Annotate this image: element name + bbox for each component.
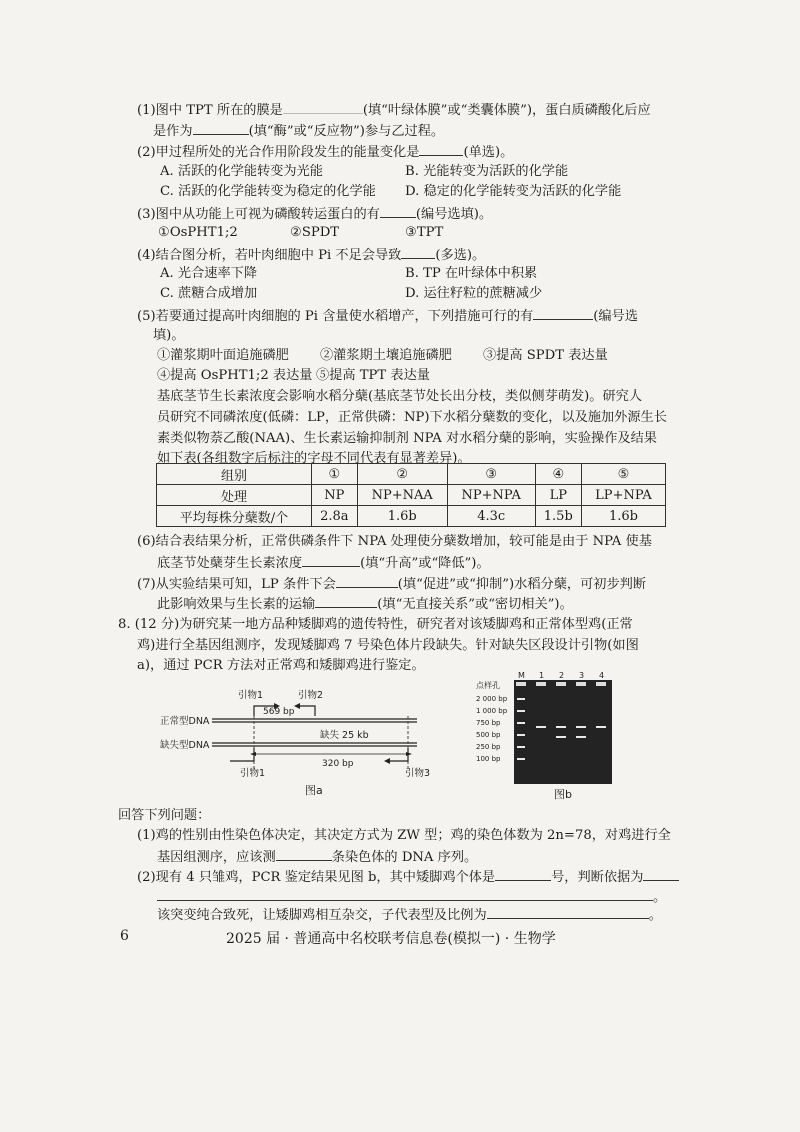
q7-3-opt3: ③TPT bbox=[405, 225, 444, 240]
primer2-arrow bbox=[300, 706, 315, 716]
gel-well bbox=[536, 682, 546, 686]
q7-4-stem: (4)结合图分析，若叶肉细胞中 Pi 不足会导致 (多选)。 bbox=[137, 244, 485, 266]
q8-1-line1: (1)鸡的性别由性染色体决定，其决定方式为 ZW 型；鸡的染色体数为 2n=78，对鸡进行全 bbox=[137, 828, 671, 843]
table-header-treatment: 处理 bbox=[157, 485, 312, 506]
primer1-bottom-arrow bbox=[230, 748, 254, 761]
q7-5-opt1: ①灌浆期叶面追施磷肥 bbox=[157, 348, 289, 363]
answer-blank[interactable] bbox=[302, 552, 360, 567]
q7-intro-line4: 如下表(各组数字后标注的字母不同代表有显著差异)。 bbox=[157, 451, 471, 466]
primer1-label: 引物1 bbox=[238, 690, 264, 701]
primer2-arrowhead bbox=[294, 703, 300, 709]
q8-1-line2: 基因组测序，应该测 条染色体的 DNA 序列。 bbox=[157, 846, 477, 868]
table-cell: 1.6b bbox=[357, 506, 447, 527]
bp569-label: 569 bp bbox=[263, 707, 295, 717]
q7-2-option-c: C. 活跃的化学能转变为稳定的化学能 bbox=[160, 184, 376, 199]
sample-band bbox=[576, 726, 586, 728]
q8-intro-line2: 鸡)进行全基因组测序，发现矮脚鸡 7 号染色体片段缺失。针对缺失区段设计引物(如图 bbox=[137, 638, 639, 653]
table-cell: ④ bbox=[535, 464, 581, 485]
answer-blank[interactable] bbox=[401, 244, 435, 259]
q7-5-opt5: ⑤提高 TPT 表达量 bbox=[316, 368, 430, 383]
footer-title: 2025 届 · 普通高中名校联考信息卷(模拟一) · 生物学 bbox=[226, 931, 556, 947]
gel-well bbox=[596, 682, 606, 686]
marker-label: 100 bp bbox=[476, 755, 501, 763]
table-header-group: 组别 bbox=[157, 464, 312, 485]
deletion-label: 缺失 25 kb bbox=[320, 730, 369, 741]
q7-2-option-a: A. 活跃的化学能转变为光能 bbox=[160, 164, 323, 179]
table-cell: NP bbox=[312, 485, 358, 506]
q8-intro-line1: 8. (12 分)为研究某一地方品种矮脚鸡的遗传特性，研究者对该矮脚鸡和正常体型鸡(正常 bbox=[118, 617, 633, 632]
sample-band bbox=[536, 726, 546, 728]
table-row bbox=[157, 485, 666, 506]
table-row bbox=[157, 464, 666, 485]
table-cell: ⑤ bbox=[581, 464, 665, 485]
q8-intro-line3: a)，通过 PCR 方法对正常鸡和矮脚鸡进行鉴定。 bbox=[137, 658, 425, 673]
marker-band bbox=[517, 758, 525, 760]
well-label: 点样孔 bbox=[476, 681, 500, 690]
primer1-bottom-label: 引物1 bbox=[240, 768, 266, 779]
gel-well bbox=[516, 682, 526, 686]
answer-blank[interactable] bbox=[157, 886, 653, 901]
q7-5-stem-cont: 填)。 bbox=[153, 328, 185, 343]
marker-label: 500 bp bbox=[476, 731, 501, 739]
q7-2-option-d: D. 稳定的化学能转变为活跃的化学能 bbox=[405, 184, 622, 199]
gel-well bbox=[576, 682, 586, 686]
answer-blank[interactable] bbox=[276, 846, 332, 861]
primer3-arrowhead bbox=[384, 758, 390, 764]
q7-intro-line3: 素类似物萘乙酸(NAA)、生长素运输抑制剂 NPA 对水稻分蘖的影响，实验操作及结果 bbox=[157, 431, 657, 446]
marker-label: 2 000 bp bbox=[476, 695, 508, 703]
bp320-arrow-left bbox=[250, 752, 256, 756]
marker-band bbox=[517, 710, 525, 712]
q7-4-option-d: D. 运往籽粒的蔗糖减少 bbox=[405, 286, 543, 301]
q7-6-line1: (6)结合表结果分析，正常供磷条件下 NPA 处理使分蘖数增加，较可能是由于 NPA 使基 bbox=[137, 534, 652, 549]
figure-b-caption: 图b bbox=[554, 788, 572, 801]
q8-2-line3: 该突变纯合致死，让矮脚鸡相互杂交，子代表型及比例为 。 bbox=[157, 904, 662, 926]
q7-intro-line1: 基底茎节生长素浓度会影响水稻分蘖(基底茎节处长出分枝，类似侧芽萌发)。研究人 bbox=[157, 389, 643, 404]
lane-label-m: M bbox=[518, 671, 525, 680]
answer-blank[interactable] bbox=[487, 904, 649, 919]
table-cell: 1.6b bbox=[581, 506, 665, 527]
answer-blank[interactable] bbox=[533, 305, 593, 320]
lane-label-4: 4 bbox=[599, 671, 605, 680]
q7-4-option-c: C. 蔗糖合成增加 bbox=[160, 286, 258, 301]
answer-blank[interactable] bbox=[380, 203, 416, 218]
marker-band bbox=[517, 722, 525, 724]
table-cell: LP+NPA bbox=[581, 485, 665, 506]
figure-b-gel bbox=[476, 668, 636, 803]
table-cell: ② bbox=[357, 464, 447, 485]
q7-2-option-b: B. 光能转变为活跃的化学能 bbox=[405, 164, 569, 179]
q7-5-opt2: ②灌浆期土壤追施磷肥 bbox=[320, 348, 452, 363]
marker-band bbox=[517, 698, 525, 700]
table-cell: 1.5b bbox=[535, 506, 581, 527]
gel-body bbox=[514, 680, 612, 784]
q7-6-line2: 底茎节处蘖芽生长素浓度 (填“升高”或“降低”)。 bbox=[157, 552, 490, 574]
normal-dna-label: 正常型DNA bbox=[160, 716, 210, 727]
primer3-label: 引物3 bbox=[405, 768, 431, 779]
sample-band bbox=[596, 726, 606, 728]
q7-3-opt2: ②SPDT bbox=[290, 225, 340, 240]
marker-label: 250 bp bbox=[476, 743, 501, 751]
answer-blank[interactable] bbox=[495, 866, 551, 881]
q7-1-line2: 是作为 (填“酶”或“反应物”)参与乙过程。 bbox=[153, 120, 444, 142]
answer-blank[interactable] bbox=[643, 866, 679, 881]
q7-3-opt1: ①OsPHT1;2 bbox=[158, 225, 238, 240]
answer-blank[interactable] bbox=[315, 593, 377, 608]
q8-2-line2: 。 bbox=[157, 886, 666, 908]
answer-heading: 回答下列问题： bbox=[118, 808, 211, 823]
deleted-dna-label: 缺失型DNA bbox=[160, 740, 210, 751]
q7-4-option-b: B. TP 在叶绿体中积累 bbox=[405, 266, 538, 281]
q8-2-line1: (2)现有 4 只雏鸡，PCR 鉴定结果见图 b，其中矮脚鸡个体是 号，判断依据为 bbox=[137, 866, 679, 888]
answer-blank[interactable] bbox=[419, 141, 463, 156]
table-cell: NP+NPA bbox=[447, 485, 535, 506]
table-cell: NP+NAA bbox=[357, 485, 447, 506]
answer-blank[interactable] bbox=[336, 573, 398, 588]
gel-well bbox=[556, 682, 566, 686]
q7-intro-line2: 员研究不同磷浓度(低磷：LP，正常供磷：NP)下水稻分蘖数的变化，以及施加外源生长 bbox=[157, 410, 667, 425]
q7-2-stem: (2)甲过程所处的光合作用阶段发生的能量变化是 (单选)。 bbox=[137, 141, 513, 163]
answer-blank[interactable] bbox=[193, 120, 249, 135]
table-cell: ① bbox=[312, 464, 358, 485]
q7-4-option-a: A. 光合速率下降 bbox=[160, 266, 258, 281]
sample-band bbox=[576, 736, 586, 738]
sample-band bbox=[556, 736, 566, 738]
q7-5-opt3: ③提高 SPDT 表达量 bbox=[483, 348, 608, 363]
lane-label-3: 3 bbox=[579, 671, 585, 680]
q7-5-stem: (5)若要通过提高叶肉细胞的 Pi 含量使水稻增产，下列措施可行的有 (编号选 bbox=[137, 305, 638, 327]
table-cell: LP bbox=[535, 485, 581, 506]
q7-7-line1: (7)从实验结果可知，LP 条件下会 (填“促进”或“抑制”)水稻分蘖，可初步判断 bbox=[137, 573, 646, 595]
page-number: 6 bbox=[120, 928, 129, 944]
results-table bbox=[156, 463, 666, 527]
q7-5-opt4: ④提高 OsPHT1;2 表达量 bbox=[157, 368, 313, 383]
table-row bbox=[157, 506, 666, 527]
lane-label-1: 1 bbox=[539, 671, 545, 680]
bp320-label: 320 bp bbox=[322, 759, 354, 769]
q7-1-line1: (1)图中 TPT 所在的膜是 (填“叶绿体膜”或“类囊体膜”)，蛋白质磷酸化后应 bbox=[137, 99, 651, 121]
marker-band bbox=[517, 746, 525, 748]
table-cell: 2.8a bbox=[312, 506, 358, 527]
marker-label: 1 000 bp bbox=[476, 707, 508, 715]
lane-label-2: 2 bbox=[559, 671, 565, 680]
figure-a-diagram bbox=[160, 686, 460, 796]
marker-band bbox=[517, 734, 525, 736]
primer3-arrow bbox=[390, 748, 408, 761]
bp320-arrow-right bbox=[406, 752, 412, 756]
answer-blank[interactable] bbox=[283, 99, 363, 114]
q7-7-line2: 此影响效果与生长素的运输 (填“无直接关系”或“密切相关”)。 bbox=[157, 593, 573, 615]
primer2-label: 引物2 bbox=[298, 690, 324, 701]
table-header-count: 平均每株分蘖数/个 bbox=[157, 506, 312, 527]
q7-3-stem: (3)图中从功能上可视为磷酸转运蛋白的有 (编号选填)。 bbox=[137, 203, 492, 225]
figure-a-caption: 图a bbox=[305, 784, 323, 796]
marker-label: 750 bp bbox=[476, 719, 501, 727]
table-cell: 4.3c bbox=[447, 506, 535, 527]
sample-band bbox=[556, 726, 566, 728]
table-cell: ③ bbox=[447, 464, 535, 485]
